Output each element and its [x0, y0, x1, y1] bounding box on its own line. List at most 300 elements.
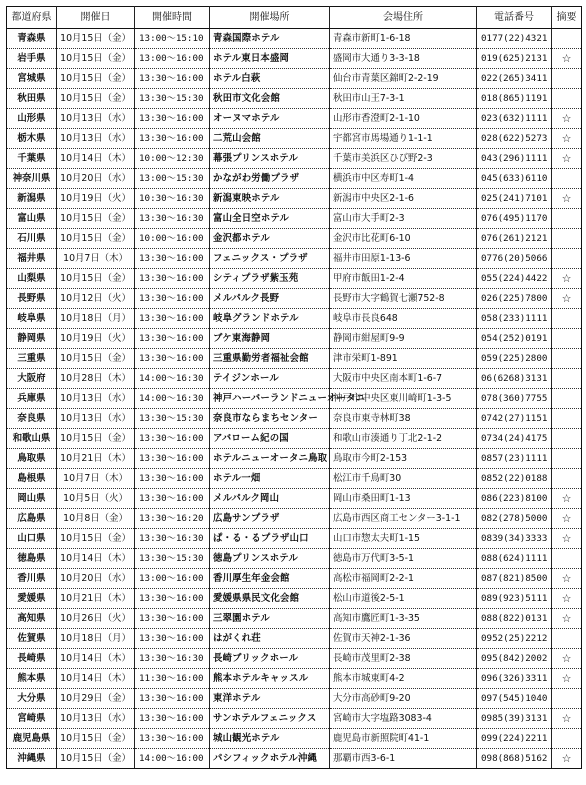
time-cell: 13:30～16:00 — [135, 729, 210, 749]
note-cell — [552, 249, 582, 269]
table-row — [7, 369, 582, 389]
header-tel: 電話番号 — [477, 7, 552, 29]
venue-cell: 幕張プリンスホテル — [210, 149, 330, 169]
pref-cell: 宮城県 — [7, 69, 57, 89]
address-cell: 鹿児島市新照院町41-1 — [330, 729, 477, 749]
tel-cell: 087(821)8500 — [477, 569, 552, 589]
address-cell: 静岡市紺屋町9-9 — [330, 329, 477, 349]
table-row — [7, 389, 582, 409]
header-address: 会場住所 — [330, 7, 477, 29]
venue-cell: 金沢都ホテル — [210, 229, 330, 249]
venue-cell: 香川厚生年金会館 — [210, 569, 330, 589]
address-cell: 宮崎市大字塩路3083-4 — [330, 709, 477, 729]
header-note: 摘要 — [552, 7, 582, 29]
venue-cell: ホテル白萩 — [210, 69, 330, 89]
pref-cell: 沖縄県 — [7, 749, 57, 769]
table-row — [7, 69, 582, 89]
pref-cell: 島根県 — [7, 469, 57, 489]
table-row — [7, 309, 582, 329]
table-row — [7, 149, 582, 169]
address-cell: 徳島市万代町3-5-1 — [330, 549, 477, 569]
date-cell: 10月15日（金） — [57, 349, 135, 369]
address-cell: 岡山市桑田町1-13 — [330, 489, 477, 509]
venue-cell: ホテル東日本盛岡 — [210, 49, 330, 69]
table-row — [7, 49, 582, 69]
table-row — [7, 509, 582, 529]
table-row — [7, 449, 582, 469]
pref-cell: 岐阜県 — [7, 309, 57, 329]
address-cell: 秋田市山王7-3-1 — [330, 89, 477, 109]
date-cell: 10月19日（火） — [57, 329, 135, 349]
table-row — [7, 169, 582, 189]
address-cell: 那覇市西3-6-1 — [330, 749, 477, 769]
date-cell: 10月14日（木） — [57, 649, 135, 669]
table-row — [7, 109, 582, 129]
time-cell: 13:00～16:00 — [135, 49, 210, 69]
time-cell: 10:30～16:30 — [135, 189, 210, 209]
venue-cell: オーヌマホテル — [210, 109, 330, 129]
table-row — [7, 589, 582, 609]
address-cell: 長崎市茂里町2-38 — [330, 649, 477, 669]
table-row — [7, 289, 582, 309]
address-cell: 大阪市中央区南本町1-6-7 — [330, 369, 477, 389]
note-cell: ☆ — [552, 669, 582, 689]
venue-cell: メルパルク長野 — [210, 289, 330, 309]
note-cell — [552, 629, 582, 649]
address-cell: 松山市道後2-5-1 — [330, 589, 477, 609]
time-cell: 13:30～16:00 — [135, 609, 210, 629]
time-cell: 13:30～16:30 — [135, 209, 210, 229]
venue-schedule-sheet — [6, 6, 581, 769]
note-cell — [552, 29, 582, 49]
tel-cell: 054(252)0191 — [477, 329, 552, 349]
note-cell: ☆ — [552, 289, 582, 309]
time-cell: 13:30～16:00 — [135, 489, 210, 509]
address-cell: 神戸市中央区東川崎町1-3-5 — [330, 389, 477, 409]
time-cell: 13:30～16:00 — [135, 129, 210, 149]
venue-cell: アバローム紀の国 — [210, 429, 330, 449]
pref-cell: 大分県 — [7, 689, 57, 709]
date-cell: 10月5日（火） — [57, 489, 135, 509]
tel-cell: 088(822)0131 — [477, 609, 552, 629]
tel-cell: 026(225)7800 — [477, 289, 552, 309]
pref-cell: 香川県 — [7, 569, 57, 589]
tel-cell: 0177(22)4321 — [477, 29, 552, 49]
venue-cell: はがくれ荘 — [210, 629, 330, 649]
tel-cell: 019(625)2131 — [477, 49, 552, 69]
table-row — [7, 329, 582, 349]
address-cell: 佐賀市天神2-1-36 — [330, 629, 477, 649]
address-cell: 和歌山市湊通り丁北2-1-2 — [330, 429, 477, 449]
tel-cell: 06(6268)3131 — [477, 369, 552, 389]
tel-cell: 0734(24)4175 — [477, 429, 552, 449]
tel-cell: 023(632)1111 — [477, 109, 552, 129]
time-cell: 10:00～12:30 — [135, 149, 210, 169]
time-cell: 13:30～16:00 — [135, 269, 210, 289]
time-cell: 13:30～16:30 — [135, 649, 210, 669]
pref-cell: 山形県 — [7, 109, 57, 129]
table-row — [7, 609, 582, 629]
date-cell: 10月14日（木） — [57, 549, 135, 569]
pref-cell: 大阪府 — [7, 369, 57, 389]
date-cell: 10月14日（木） — [57, 669, 135, 689]
date-cell: 10月15日（金） — [57, 529, 135, 549]
date-cell: 10月15日（金） — [57, 89, 135, 109]
note-cell — [552, 369, 582, 389]
date-cell: 10月15日（金） — [57, 729, 135, 749]
tel-cell: 0742(27)1151 — [477, 409, 552, 429]
pref-cell: 秋田県 — [7, 89, 57, 109]
pref-cell: 三重県 — [7, 349, 57, 369]
time-cell: 13:00～15:30 — [135, 169, 210, 189]
date-cell: 10月21日（木） — [57, 589, 135, 609]
date-cell: 10月15日（金） — [57, 29, 135, 49]
date-cell: 10月8日（金） — [57, 509, 135, 529]
pref-cell: 山口県 — [7, 529, 57, 549]
venue-cell: 城山観光ホテル — [210, 729, 330, 749]
venue-cell: シティプラザ紫玉苑 — [210, 269, 330, 289]
tel-cell: 076(261)2121 — [477, 229, 552, 249]
table-row — [7, 189, 582, 209]
time-cell: 14:00～16:30 — [135, 389, 210, 409]
time-cell: 13:30～16:00 — [135, 709, 210, 729]
date-cell: 10月21日（木） — [57, 449, 135, 469]
venue-cell: 二荒山会館 — [210, 129, 330, 149]
pref-cell: 青森県 — [7, 29, 57, 49]
tel-cell: 058(233)1111 — [477, 309, 552, 329]
pref-cell: 長崎県 — [7, 649, 57, 669]
time-cell: 13:30～15:30 — [135, 409, 210, 429]
tel-cell: 0852(22)0188 — [477, 469, 552, 489]
note-cell — [552, 349, 582, 369]
venue-cell: サンホテルフェニックス — [210, 709, 330, 729]
table-row — [7, 229, 582, 249]
date-cell: 10月19日（火） — [57, 189, 135, 209]
time-cell: 13:30～15:30 — [135, 89, 210, 109]
pref-cell: 佐賀県 — [7, 629, 57, 649]
time-cell: 13:30～16:00 — [135, 289, 210, 309]
table-row — [7, 649, 582, 669]
address-cell: 松江市千鳥町30 — [330, 469, 477, 489]
pref-cell: 宮崎県 — [7, 709, 57, 729]
note-cell — [552, 469, 582, 489]
note-cell: ☆ — [552, 529, 582, 549]
table-row — [7, 429, 582, 449]
tel-cell: 022(265)3411 — [477, 69, 552, 89]
address-cell: 高知市鷹匠町1-3-35 — [330, 609, 477, 629]
venue-cell: 広島サンプラザ — [210, 509, 330, 529]
venue-cell: 秋田市文化会館 — [210, 89, 330, 109]
pref-cell: 鹿児島県 — [7, 729, 57, 749]
note-cell: ☆ — [552, 269, 582, 289]
pref-cell: 福井県 — [7, 249, 57, 269]
date-cell: 10月13日（水） — [57, 129, 135, 149]
table-row — [7, 29, 582, 49]
address-cell: 青森市新町1-6-18 — [330, 29, 477, 49]
note-cell — [552, 389, 582, 409]
date-cell: 10月28日（木） — [57, 369, 135, 389]
address-cell: 高松市福岡町2-2-1 — [330, 569, 477, 589]
venue-cell: 奈良市ならまちセンター — [210, 409, 330, 429]
table-row — [7, 549, 582, 569]
tel-cell: 028(622)5273 — [477, 129, 552, 149]
venue-cell: 富山全日空ホテル — [210, 209, 330, 229]
address-cell: 新潟市中央区2-1-6 — [330, 189, 477, 209]
venue-cell: 神戸ハーバーランドニューオータニ — [210, 389, 330, 409]
pref-cell: 和歌山県 — [7, 429, 57, 449]
pref-cell: 山梨県 — [7, 269, 57, 289]
table-row — [7, 729, 582, 749]
date-cell: 10月15日（金） — [57, 49, 135, 69]
date-cell: 10月14日（木） — [57, 149, 135, 169]
time-cell: 13:30～16:30 — [135, 529, 210, 549]
address-cell: 長野市大字鶴賀七瀬752-8 — [330, 289, 477, 309]
venue-cell: 熊本ホテルキャッスル — [210, 669, 330, 689]
pref-cell: 徳島県 — [7, 549, 57, 569]
note-cell: ☆ — [552, 589, 582, 609]
pref-cell: 愛媛県 — [7, 589, 57, 609]
tel-cell: 059(225)2800 — [477, 349, 552, 369]
pref-cell: 栃木県 — [7, 129, 57, 149]
venue-cell: ぱ・る・るプラザ山口 — [210, 529, 330, 549]
time-cell: 13:30～16:00 — [135, 589, 210, 609]
address-cell: 奈良市東寺林町38 — [330, 409, 477, 429]
date-cell: 10月29日（金） — [57, 689, 135, 709]
note-cell: ☆ — [552, 129, 582, 149]
table-row — [7, 569, 582, 589]
venue-schedule-table — [6, 6, 582, 769]
time-cell: 13:30～16:00 — [135, 329, 210, 349]
time-cell: 13:30～16:00 — [135, 249, 210, 269]
date-cell: 10月13日（水） — [57, 109, 135, 129]
table-row — [7, 709, 582, 729]
note-cell: ☆ — [552, 709, 582, 729]
tel-cell: 045(633)6110 — [477, 169, 552, 189]
date-cell: 10月13日（水） — [57, 409, 135, 429]
time-cell: 13:30～16:20 — [135, 509, 210, 529]
note-cell — [552, 449, 582, 469]
note-cell — [552, 309, 582, 329]
note-cell: ☆ — [552, 569, 582, 589]
note-cell — [552, 409, 582, 429]
note-cell — [552, 549, 582, 569]
time-cell: 10:00～16:00 — [135, 229, 210, 249]
pref-cell: 兵庫県 — [7, 389, 57, 409]
time-cell: 13:30～16:00 — [135, 309, 210, 329]
venue-cell: ホテル一畑 — [210, 469, 330, 489]
time-cell: 13:30～16:00 — [135, 449, 210, 469]
pref-cell: 鳥取県 — [7, 449, 57, 469]
pref-cell: 静岡県 — [7, 329, 57, 349]
note-cell: ☆ — [552, 149, 582, 169]
date-cell: 10月26日（火） — [57, 609, 135, 629]
table-row — [7, 409, 582, 429]
note-cell — [552, 329, 582, 349]
header-pref: 都道府県 — [7, 7, 57, 29]
pref-cell: 千葉県 — [7, 149, 57, 169]
address-cell: 宇都宮市馬場通り1-1-1 — [330, 129, 477, 149]
tel-cell: 018(865)1191 — [477, 89, 552, 109]
table-row — [7, 629, 582, 649]
table-body — [7, 29, 582, 769]
note-cell — [552, 429, 582, 449]
venue-cell: パシフィックホテル沖縄 — [210, 749, 330, 769]
pref-cell: 神奈川県 — [7, 169, 57, 189]
venue-cell: かながわ労働プラザ — [210, 169, 330, 189]
address-cell: 仙台市青葉区錦町2-2-19 — [330, 69, 477, 89]
address-cell: 金沢市比花町6-10 — [330, 229, 477, 249]
address-cell: 大分市高砂町9-20 — [330, 689, 477, 709]
table-row — [7, 349, 582, 369]
time-cell: 13:00～16:00 — [135, 569, 210, 589]
tel-cell: 055(224)4422 — [477, 269, 552, 289]
address-cell: 福井市田原1-13-6 — [330, 249, 477, 269]
date-cell: 10月15日（金） — [57, 209, 135, 229]
note-cell: ☆ — [552, 749, 582, 769]
table-row — [7, 269, 582, 289]
venue-cell: 愛媛県県民文化会館 — [210, 589, 330, 609]
address-cell: 熊本市城東町4-2 — [330, 669, 477, 689]
table-row — [7, 669, 582, 689]
tel-cell: 098(868)5162 — [477, 749, 552, 769]
header-venue: 開催場所 — [210, 7, 330, 29]
table-row — [7, 489, 582, 509]
date-cell: 10月20日（水） — [57, 569, 135, 589]
table-header — [7, 7, 582, 29]
tel-cell: 086(223)8100 — [477, 489, 552, 509]
table-row — [7, 529, 582, 549]
tel-cell: 0857(23)1111 — [477, 449, 552, 469]
address-cell: 甲府市飯田1-2-4 — [330, 269, 477, 289]
venue-cell: 東洋ホテル — [210, 689, 330, 709]
note-cell: ☆ — [552, 649, 582, 669]
pref-cell: 奈良県 — [7, 409, 57, 429]
pref-cell: 熊本県 — [7, 669, 57, 689]
venue-cell: 青森国際ホテル — [210, 29, 330, 49]
time-cell: 13:30～16:00 — [135, 629, 210, 649]
pref-cell: 高知県 — [7, 609, 57, 629]
time-cell: 14:00～16:30 — [135, 369, 210, 389]
date-cell: 10月18日（月） — [57, 309, 135, 329]
venue-cell: ホテルニューオータニ鳥取 — [210, 449, 330, 469]
table-row — [7, 209, 582, 229]
tel-cell: 089(923)5111 — [477, 589, 552, 609]
address-cell: 富山市大手町2-3 — [330, 209, 477, 229]
tel-cell: 088(624)1111 — [477, 549, 552, 569]
pref-cell: 長野県 — [7, 289, 57, 309]
note-cell — [552, 89, 582, 109]
time-cell: 13:30～16:00 — [135, 429, 210, 449]
table-row — [7, 749, 582, 769]
note-cell — [552, 729, 582, 749]
date-cell: 10月20日（水） — [57, 169, 135, 189]
tel-cell: 076(495)1170 — [477, 209, 552, 229]
time-cell: 14:00～16:00 — [135, 749, 210, 769]
venue-cell: 三重県勤労者福祉会館 — [210, 349, 330, 369]
date-cell: 10月13日（水） — [57, 709, 135, 729]
address-cell: 鳥取市今町2-153 — [330, 449, 477, 469]
note-cell — [552, 69, 582, 89]
date-cell: 10月15日（金） — [57, 749, 135, 769]
pref-cell: 富山県 — [7, 209, 57, 229]
address-cell: 千葉市美浜区ひび野2-3 — [330, 149, 477, 169]
note-cell — [552, 229, 582, 249]
time-cell: 11:30～16:00 — [135, 669, 210, 689]
pref-cell: 広島県 — [7, 509, 57, 529]
venue-cell: 新潟東映ホテル — [210, 189, 330, 209]
note-cell: ☆ — [552, 189, 582, 209]
venue-cell: 徳島プリンスホテル — [210, 549, 330, 569]
venue-cell: テイジンホール — [210, 369, 330, 389]
tel-cell: 0776(20)5066 — [477, 249, 552, 269]
note-cell — [552, 209, 582, 229]
address-cell: 横浜市中区寿町1-4 — [330, 169, 477, 189]
tel-cell: 097(545)1040 — [477, 689, 552, 709]
venue-cell: フェニックス・プラザ — [210, 249, 330, 269]
pref-cell: 岩手県 — [7, 49, 57, 69]
date-cell: 10月15日（金） — [57, 69, 135, 89]
venue-cell: 長崎ブリックホール — [210, 649, 330, 669]
tel-cell: 095(842)2002 — [477, 649, 552, 669]
note-cell — [552, 169, 582, 189]
time-cell: 13:30～16:00 — [135, 349, 210, 369]
tel-cell: 099(224)2211 — [477, 729, 552, 749]
pref-cell: 石川県 — [7, 229, 57, 249]
venue-cell: 三翠園ホテル — [210, 609, 330, 629]
date-cell: 10月15日（金） — [57, 429, 135, 449]
date-cell: 10月7日（木） — [57, 469, 135, 489]
date-cell: 10月7日（木） — [57, 249, 135, 269]
note-cell: ☆ — [552, 49, 582, 69]
note-cell: ☆ — [552, 109, 582, 129]
table-row — [7, 129, 582, 149]
date-cell: 10月18日（月） — [57, 629, 135, 649]
date-cell: 10月15日（金） — [57, 229, 135, 249]
time-cell: 13:30～16:00 — [135, 109, 210, 129]
address-cell: 山形市香澄町2-1-10 — [330, 109, 477, 129]
time-cell: 13:00～15:10 — [135, 29, 210, 49]
note-cell: ☆ — [552, 509, 582, 529]
table-row — [7, 89, 582, 109]
venue-cell: メルパルク岡山 — [210, 489, 330, 509]
date-cell: 10月15日（金） — [57, 269, 135, 289]
table-row — [7, 469, 582, 489]
address-cell: 広島市西区商工センター3-1-1 — [330, 509, 477, 529]
address-cell: 津市栄町1-891 — [330, 349, 477, 369]
date-cell: 10月12日（火） — [57, 289, 135, 309]
pref-cell: 新潟県 — [7, 189, 57, 209]
table-row — [7, 689, 582, 709]
tel-cell: 096(326)3311 — [477, 669, 552, 689]
tel-cell: 078(360)7755 — [477, 389, 552, 409]
address-cell: 岐阜市長良648 — [330, 309, 477, 329]
time-cell: 13:30～16:00 — [135, 469, 210, 489]
tel-cell: 0839(34)3333 — [477, 529, 552, 549]
venue-cell: 岐阜グランドホテル — [210, 309, 330, 329]
tel-cell: 0952(25)2212 — [477, 629, 552, 649]
tel-cell: 043(296)1111 — [477, 149, 552, 169]
tel-cell: 0985(39)3131 — [477, 709, 552, 729]
note-cell — [552, 689, 582, 709]
time-cell: 13:30～16:00 — [135, 69, 210, 89]
address-cell: 盛岡市大通り3-3-18 — [330, 49, 477, 69]
header-row — [7, 7, 582, 29]
pref-cell: 岡山県 — [7, 489, 57, 509]
tel-cell: 025(241)7101 — [477, 189, 552, 209]
address-cell: 山口市惣太夫町1-15 — [330, 529, 477, 549]
tel-cell: 082(278)5000 — [477, 509, 552, 529]
note-cell: ☆ — [552, 609, 582, 629]
